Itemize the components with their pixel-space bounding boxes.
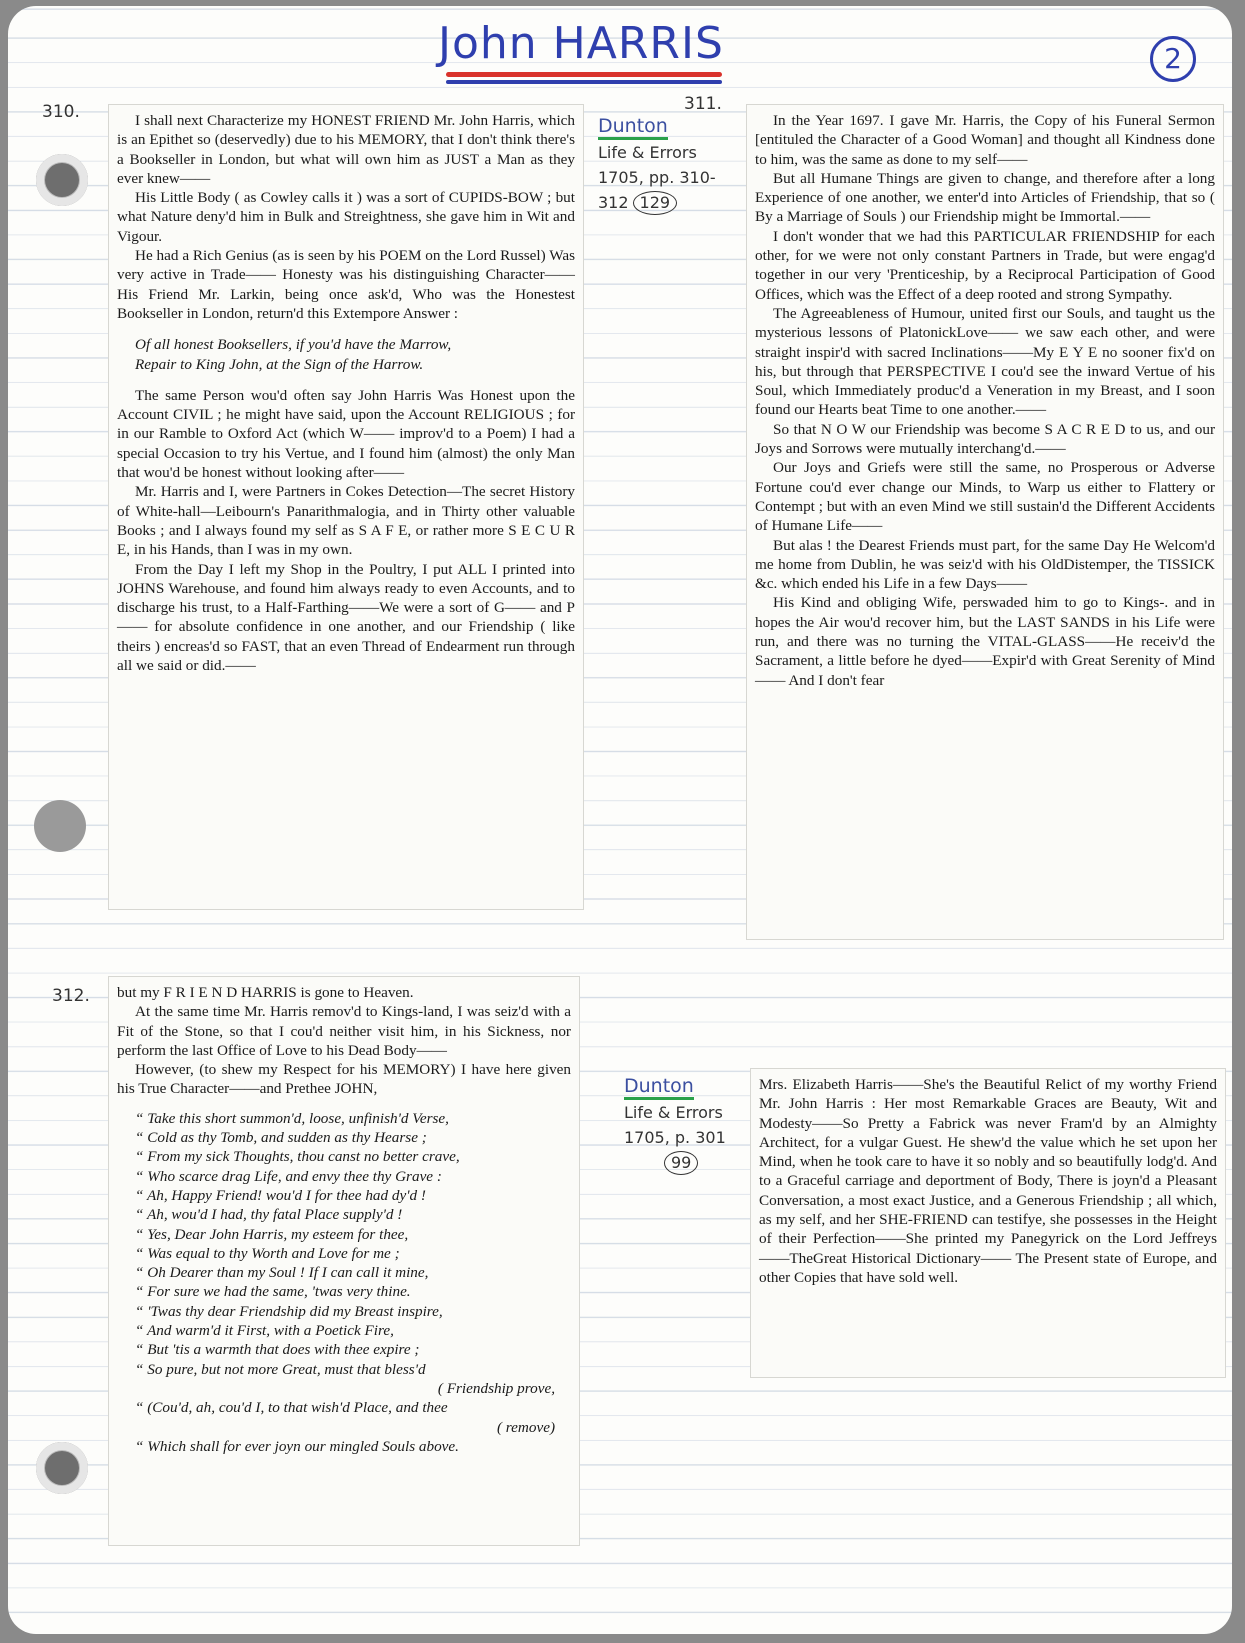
paragraph: But alas ! the Dearest Friends must part, for the same Day He Welcom'd me home from Dublin, he was seiz'd with his OldDistemper, the TISSICK &c. which ended his Life in a few Days—— — [755, 536, 1215, 593]
clipping-page-312 — [108, 976, 580, 1546]
paragraph: In the Year 1697. I gave Mr. Harris, the Copy of his Funeral Sermon [entituled the Character of a Good Woman] and thought all Kindness done to him, was the same as done to my self—— — [755, 112, 1215, 168]
paragraph: but my F R I E N D HARRIS is gone to Heaven. — [117, 984, 414, 1001]
clipping-page-310 — [108, 104, 584, 910]
verse-line: ( remove) — [496, 1418, 555, 1436]
clipping-mrs-harris — [750, 1068, 1226, 1378]
source-ref: 1705, p. 301 — [624, 1128, 726, 1147]
paragraph: I don't wonder that we had this PARTICULAR FRIENDSHIP for each other, for we were not only constant Partners in Trade, but were engag'd together in our very 'Prenticeship, by a Reciprocal Participation of Good Offices, which was the Effect of a deep rooted and strong Sympathy. — [755, 227, 1215, 303]
source-note-bottom — [624, 1074, 744, 1175]
binder-hole-top — [36, 154, 88, 206]
poem — [117, 1109, 571, 1456]
verse-line: “ Ah, wou'd I had, thy fatal Place supply'd ! — [135, 1206, 403, 1224]
paragraph: But all Humane Things are given to change, and therefore after a long Experience of one another, we enter'd into Articles of Friendship, that so ( By a Marriage of Souls ) our Friendship might be Immortal.—— — [755, 169, 1215, 226]
verse-line: ( Friendship prove, — [437, 1379, 555, 1397]
circled-number: 129 — [633, 191, 678, 215]
verse-line: “ 'Twas thy dear Friendship did my Breast inspire, — [135, 1302, 443, 1320]
title-underline-blue — [446, 80, 722, 84]
source-ref: 1705, pp. 310- — [598, 168, 716, 187]
verse-line: “ Take this short summon'd, loose, unfinish'd Verse, — [135, 1109, 449, 1127]
verse-line: “ From my sick Thoughts, thou canst no better crave, — [135, 1148, 460, 1166]
margin-page-310: 310. — [42, 102, 80, 122]
page-title: John HARRIS — [438, 18, 724, 69]
binder-hole-middle — [34, 800, 86, 852]
verse-line: “ Ah, Happy Friend! wou'd I for thee had dy'd ! — [135, 1186, 426, 1204]
paragraph: I shall next Characterize my HONEST FRIEND Mr. John Harris, which is an Epithet so (deservedly) due to his MEMORY, that I don't think there's a Bookseller in London, but what will own him as JUST a Man as they ever knew—— — [117, 112, 575, 187]
paragraph: His Little Body ( as Cowley calls it ) was a sort of CUPIDS-BOW ; but what Nature deny'd him in Bulk and Streightness, she gave him in Wit and Vigour. — [117, 189, 575, 245]
verse-line: “ Cold as thy Tomb, and sudden as thy Hearse ; — [135, 1129, 427, 1147]
circled-number: 99 — [664, 1151, 698, 1175]
verse-line: Of all honest Booksellers, if you'd have the Marrow, — [135, 336, 452, 354]
source-author: Dunton — [598, 115, 668, 140]
verse-line: “ So pure, but not more Great, must that bless'd — [135, 1360, 426, 1378]
paragraph: The Agreeableness of Humour, united first our Souls, and taught us the mysterious lessons of PlatonickLove—— we saw each other, and were straight inspir'd with sacred Inclinations——My E Y E no sooner fix'd on his, but through that PERSPECTIVE I cou'd see the inward Vertue of his Soul, which Immediately produc'd a Veneration in my Breast, and I soon found our Hearts beat Time to one another.—— — [755, 304, 1215, 419]
paragraph: However, (to shew my Respect for his MEMORY) I have here given his True Character——and Prethee JOHN, — [117, 1061, 571, 1098]
verse-line: “ And warm'd it First, with a Poetick Fire, — [135, 1322, 394, 1340]
source-author: Dunton — [624, 1075, 694, 1100]
source-title: Life & Errors — [624, 1103, 723, 1122]
paragraph: Our Joys and Griefs were still the same, no Prosperous or Adverse Fortune cou'd ever change our Minds, to Warp us either to Flattery or Contempt ; but with an even Mind we still sustain'd the Different Accidents of Humane Life—— — [755, 459, 1215, 535]
verse-line: “ (Cou'd, ah, cou'd I, to that wish'd Place, and thee — [135, 1399, 448, 1417]
paragraph: From the Day I left my Shop in the Poultry, I put ALL I printed into JOHNS Warehouse, and found him always ready to even Accounts, and to discharge his trust, to a Half-Farthing——We were a sort of G—— and P—— for absolute confidence in one another, and our Friendship ( like theirs ) encreas'd so FAST, that an even Thread of Endearment run through all we said or did.—— — [117, 560, 575, 675]
verse-line: “ Which shall for ever joyn our mingled Souls above. — [135, 1437, 459, 1455]
paragraph: His Kind and obliging Wife, perswaded him to go to Kings-. and in hopes the Air wou'd recover him, but the LAST SANDS in his Life were run, and there was no turning the VITAL-GLASS——He receiv'd the Sacrament, a little before he dyed——Expir'd with Great Serenity of Mind—— And I don't fear — [755, 594, 1215, 689]
title-underline-red — [446, 72, 722, 77]
verse — [135, 335, 575, 374]
verse-line: “ Was equal to thy Worth and Love for me ; — [135, 1244, 400, 1262]
source-ref-cont: 312 — [598, 193, 629, 212]
verse-line: “ Yes, Dear John Harris, my esteem for thee, — [135, 1225, 409, 1243]
verse-line: Repair to King John, at the Sign of the Harrow. — [135, 355, 424, 373]
paragraph: He had a Rich Genius (as is seen by his POEM on the Lord Russel) Was very active in Trade—— Honesty was his distinguishing Character——His Friend Mr. Larkin, being once ask'd, Who was the Honestest Bookseller in London, return'd this Extempore Answer : — [117, 247, 575, 322]
paragraph: Mr. Harris and I, were Partners in Cokes Detection—The secret History of White-hall—Leibourn's Panarithmalogia, and in Thirty other valuable Books ; and I always found my self as S A F E, or rather more S E C U R E, in his Hands, than I was in my own. — [117, 483, 575, 559]
paragraph: So that N O W our Friendship was become S A C R E D to us, and our Joys and Sorrows were mutually interchang'd.—— — [755, 420, 1215, 458]
verse-line: “ But 'tis a warmth that does with thee expire ; — [135, 1341, 420, 1359]
binder-hole-bottom — [36, 1442, 88, 1494]
verse-line: “ For sure we had the same, 'twas very thine. — [135, 1283, 411, 1301]
paragraph: At the same time Mr. Harris remov'd to Kings-land, I was seiz'd with a Fit of the Stone, so that I cou'd neither visit him, in his Sickness, nor perform the last Office of Love to his Dead Body—— — [117, 1003, 571, 1059]
source-title: Life & Errors — [598, 143, 697, 162]
margin-page-312: 312. — [52, 986, 90, 1006]
paragraph: Mrs. Elizabeth Harris——She's the Beautiful Relict of my worthy Friend Mr. John Harris : Her most Remarkable Graces are Beauty, Wit and Modesty——So Pretty a Fabrick was never Fram'd by an Almighty Architect, for a vulgar Guest. He shew'd the value which he set upon her Mind, when he took care to have it so nobly and so beautifully lodg'd. And to a Graceful carriage and deportment of Body, There is joyn'd a Pleasant Conversation, a most exact Justice, and a Generous Friendship ; all which, as my self, and her SHE-FRIEND can testifye, she possesses in the Height of their Perfection——She printed my Panegyrick on the Lord Jeffreys ——TheGreat Historical Dictionary—— The Present state of Europe, and other Copies that have sold well. — [759, 1076, 1217, 1286]
verse-line: “ Oh Dearer than my Soul ! If I can call it mine, — [135, 1264, 429, 1282]
clipping-page-311 — [746, 104, 1224, 940]
margin-page-311: 311. — [684, 94, 722, 114]
verse-line: “ Who scarce drag Life, and envy thee thy Grave : — [135, 1167, 442, 1185]
source-note-top — [598, 114, 738, 215]
notebook-page — [8, 6, 1232, 1634]
paragraph: The same Person wou'd often say John Harris Was Honest upon the Account CIVIL ; he might have said, upon the Account RELIGIOUS ; for in our Ramble to Oxford Act (which W—— improv'd to a Poem) I had a special Occasion to try his Vertue, and I found him (almost) the only Man that wou'd be honest without looking after—— — [117, 386, 575, 482]
page-number: 2 — [1150, 36, 1196, 82]
